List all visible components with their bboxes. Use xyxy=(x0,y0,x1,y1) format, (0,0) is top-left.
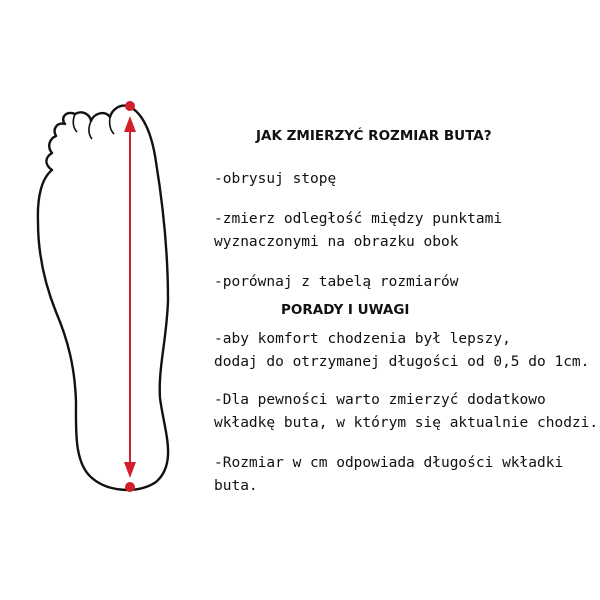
arrow-head-bottom xyxy=(124,462,136,478)
step-measure-line-1: -zmierz odległość między punktami xyxy=(214,211,503,227)
measure-point-top xyxy=(125,101,135,111)
step-measure-line-2: wyznaczonymi na obrazku obok xyxy=(214,234,459,250)
heading-tips: PORADY I UWAGI xyxy=(281,302,410,318)
tip-comfort-line-2: dodaj do otrzymanej długości od 0,5 do 1cm. xyxy=(214,354,590,370)
tip-comfort-line-1: -aby komfort chodzenia był lepszy, xyxy=(214,331,511,347)
foot-outline xyxy=(38,106,168,490)
toe-line-2 xyxy=(110,117,114,134)
tip-insole-line-2: wkładkę buta, w którym się aktualnie chodzi. xyxy=(214,415,599,431)
toe-line-3 xyxy=(73,114,77,132)
step-trace-foot: -obrysuj stopę xyxy=(214,171,337,187)
tip-insole-line-1: -Dla pewności warto zmierzyć dodatkowo xyxy=(214,392,546,408)
toe-line-1 xyxy=(89,121,92,139)
step-compare-table: -porównaj z tabelą rozmiarów xyxy=(214,274,459,290)
heading-how-to-measure: JAK ZMIERZYĆ ROZMIAR BUTA? xyxy=(256,128,492,144)
arrow-head-top xyxy=(124,116,136,132)
tip-size-line-2: buta. xyxy=(214,478,258,494)
tip-size-line-1: -Rozmiar w cm odpowiada długości wkładki xyxy=(214,455,564,471)
measure-point-bottom xyxy=(125,482,135,492)
